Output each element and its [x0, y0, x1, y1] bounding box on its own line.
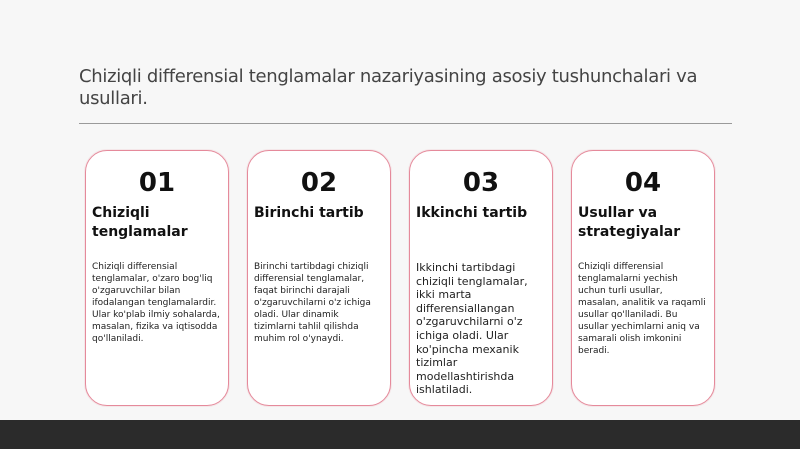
card-3: [409, 150, 553, 406]
slide-title: Chiziqli differensial tenglamalar nazariyasining asosiy tushunchalari va usullari.: [79, 66, 698, 109]
card-number: 03: [462, 168, 500, 198]
card-number: 02: [300, 168, 338, 198]
card-4: [571, 150, 715, 406]
card-body: Birinchi tartibdagi chiziqli differensial tenglamalar, faqat birinchi darajali o'zgaruvchilarni o'z ichiga oladi. Ular dinamik tizimlarni tahlil qilishda muhim rol o'ynaydi.: [254, 262, 371, 344]
card-2: [247, 150, 391, 406]
title-divider: [79, 123, 732, 124]
card-body: Chiziqli differensial tenglamalarni yechish uchun turli usullar, masalan, analitik va raqamli usullar qo'llaniladi. Bu usullar yechimlarni aniq va samarali olish imkonini beradi.: [578, 262, 706, 356]
card-heading: Usullar va strategiyalar: [578, 205, 681, 240]
card-body: Ikkinchi tartibdagi chiziqli tenglamalar, ikki marta differensiallangan o'zgaruvchilarni o'z ichiga oladi. Ular ko'pincha mexanik tizimlar modellashtirishda ishlatiladi.: [416, 261, 528, 397]
card-body: Chiziqli differensial tenglamalar, o'zaro bog'liq o'zgaruvchilar bilan ifodalangan tenglamalardir. Ular ko'plab ilmiy sohalarda, masalan, fizika va iqtisodda qo'llaniladi.: [92, 262, 220, 344]
footer-band: [0, 420, 800, 449]
card-1: [85, 150, 229, 406]
card-heading: Chiziqli tenglamalar: [92, 205, 188, 240]
card-heading: Birinchi tartib: [254, 205, 364, 221]
card-heading: Ikkinchi tartib: [416, 205, 528, 221]
card-number: 04: [624, 168, 662, 198]
card-number: 01: [138, 168, 176, 198]
